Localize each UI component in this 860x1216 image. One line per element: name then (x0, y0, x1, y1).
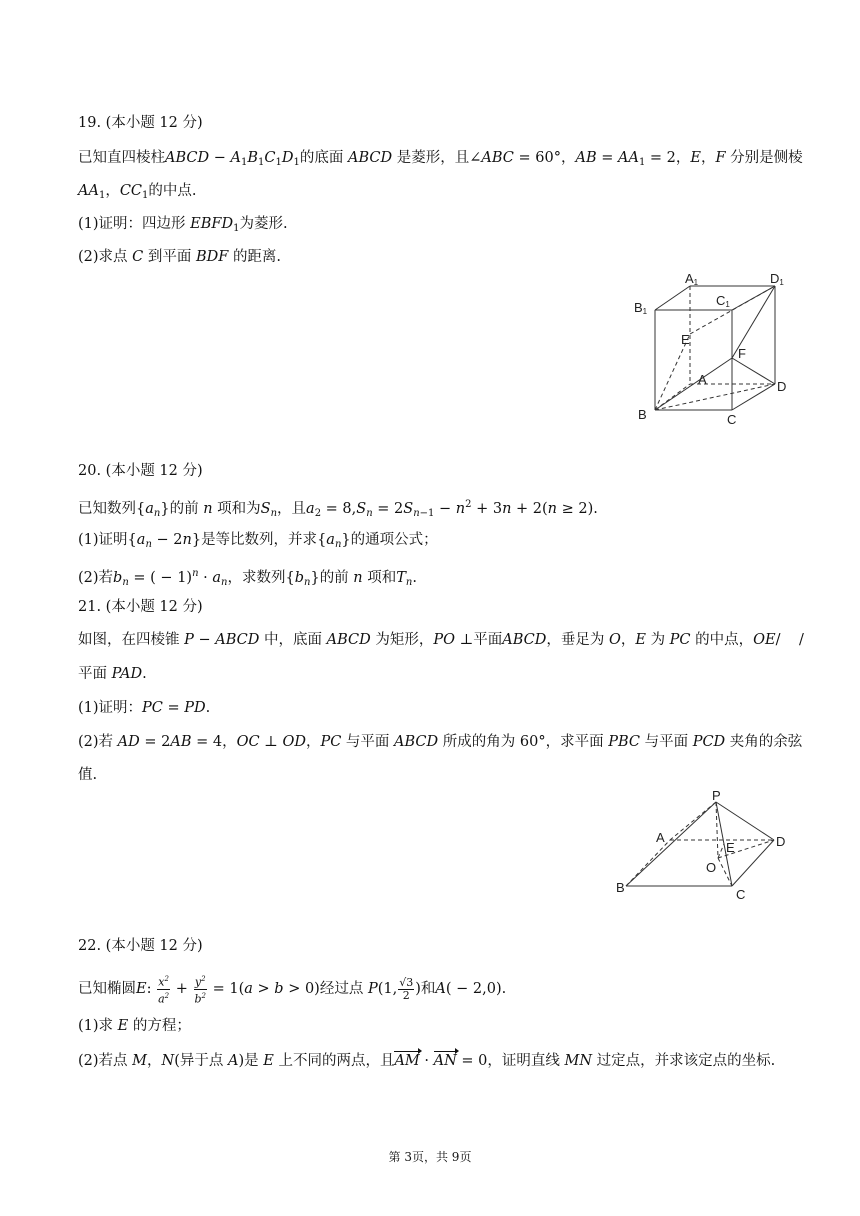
q19-part2: (2)求点 C 到平面 BDF 的距离. (78, 249, 282, 265)
svg-text:C1: C1 (716, 293, 730, 309)
q19-statement-line2: $AA_1$，$CC_1$的中点. (78, 183, 197, 201)
svg-text:B1: B1 (634, 300, 648, 316)
q19-prism-figure (630, 272, 800, 430)
svg-text:D: D (776, 834, 786, 849)
q20-header: 20. (本小题 12 分) (78, 463, 203, 479)
q20-part1: (1)证明$\{a_n - 2n\}$是等比数列，并求$\{a_n\}$的通项公式； (78, 532, 438, 550)
q21-statement-line1: 如图，在四棱锥 P − ABCD 中，底面 ABCD 为矩形，PO ⊥平面ABCD，垂足为 O，E 为 PC 的中点，OE/ / (78, 632, 804, 648)
svg-text:E: E (726, 840, 735, 855)
svg-text:A: A (656, 830, 665, 845)
svg-text:O: O (706, 860, 717, 875)
q19-header: 19. (本小题 12 分) (78, 115, 203, 131)
q21-part2-line2: 值. (78, 767, 98, 783)
svg-text:A: A (698, 372, 707, 387)
q22-part1: (1)求 E 的方程； (78, 1018, 191, 1034)
svg-text:P: P (712, 788, 721, 803)
svg-text:E: E (681, 332, 690, 347)
page-footer: 第 3页，共 9页 (388, 1150, 472, 1164)
q22-statement: 已知椭圆E: $\frac{x^2}{a^2}$ + $\frac{y^2}{b^2}$ = 1(a > b > 0)经过点 P(1, $\frac{√3}{2}$ )和A( − 2,0). (78, 975, 507, 1006)
svg-text:D: D (777, 379, 787, 394)
svg-text:C: C (727, 412, 737, 427)
q21-pyramid-figure (614, 788, 794, 906)
q22-header: 22. (本小题 12 分) (78, 938, 203, 954)
q22-part2: (2)若点 M，N(异于点 A)是 E 上不同的两点，且AM · AN = 0，证明直线 MN 过定点，并求该定点的坐标. (78, 1053, 776, 1069)
svg-text:B: B (616, 880, 625, 895)
svg-text:C: C (736, 887, 746, 902)
svg-text:B: B (638, 407, 647, 422)
q21-part2-line1: (2)若 AD = 2AB = 4，OC ⊥ OD，PC 与平面 ABCD 所成的角为 60°，求平面 PBC 与平面 PCD 夹角的余弦 (78, 734, 803, 750)
q21-part1: (1)证明：PC = PD. (78, 700, 211, 716)
q21-statement-line2: 平面 PAD. (78, 666, 147, 682)
q20-statement: 已知数列$\{a_n\}$的前 n 项和为$S_n$，且$a_2 = 8,S_n = 2S_{n-1} - n^2 + 3n + 2(n \ge 2)$. (78, 499, 598, 519)
svg-text:A1: A1 (685, 272, 699, 287)
svg-text:D1: D1 (770, 272, 784, 287)
svg-text:F: F (738, 346, 746, 361)
q19-part1: (1)证明：四边形 $EBFD_1$为菱形. (78, 216, 288, 234)
q19-statement-line1: 已知直四棱柱ABCD − $A_1B_1C_1D_1$的底面 ABCD 是菱形，且∠ABC = 60°，AB = $AA_1 = 2$，E，F 分别是侧棱 (78, 150, 803, 168)
q21-header: 21. (本小题 12 分) (78, 599, 203, 615)
q20-part2: (2)若$b_n$ = ( − $1)^n \cdot a_n$，求数列$\{b_n\}$的前 n 项和$T_n$. (78, 568, 417, 588)
